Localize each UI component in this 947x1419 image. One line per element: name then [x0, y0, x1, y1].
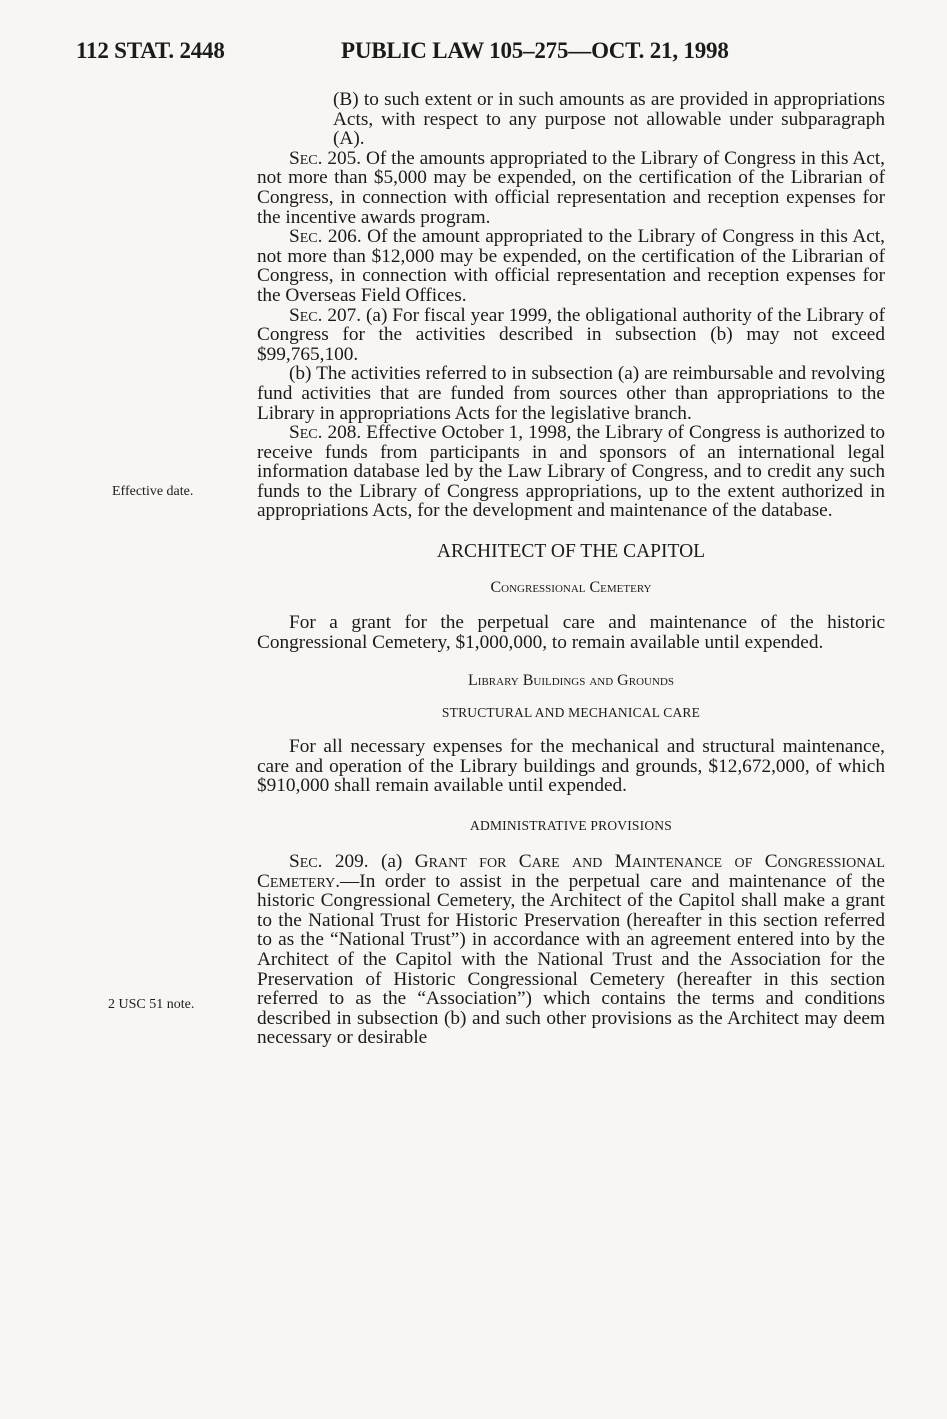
document-body [257, 90, 885, 1048]
heading-library-buildings: Library Buildings and Grounds [468, 672, 674, 690]
page-header [0, 38, 947, 68]
section-209-heading: Grant for Care and Maintenance of Congressional Cemetery. [257, 851, 885, 892]
cemetery-paragraph: For a grant for the perpetual care and maintenance of the historic Congressional Cemetery, $1,000,000, to remain available until expended. [257, 612, 885, 653]
section-207-a-text: (a) For fiscal year 1999, the obligational authority of the Library of Congress for the activities described in subsection (b) may not exceed $99,765,100. [257, 304, 885, 365]
section-209 [257, 852, 885, 1048]
heading-architect: ARCHITECT OF THE CAPITOL [436, 541, 706, 563]
section-205-label: Sec. 205. [289, 147, 362, 169]
public-law-title: PUBLIC LAW 105–275—OCT. 21, 1998 [341, 38, 729, 63]
section-208-label: Sec. 208. [289, 422, 362, 444]
margin-note-effective-date: Effective date. [112, 484, 194, 499]
heading-congressional-cemetery: Congressional Cemetery [490, 579, 652, 597]
heading-structural-care: STRUCTURAL AND MECHANICAL CARE [441, 705, 701, 721]
section-206-label: Sec. 206. [289, 226, 362, 248]
section-209-text: —In order to assist in the perpetual care and maintenance of the historic Congressional Cemetery, the Architect of the Capitol shall make a grant to the National Trust for Historic Preservation (hereafter in this section referred to as the “National Trust”) in accordance with an agreement entered into by the Architect of the Capitol with the National Trust and the Association for the Preservation of Historic Congressional Cemetery (hereafter in this section referred to as the “Association”) which contains the terms and conditions described in subsection (b) and such other provisions as the Architect may deem necessary or desirable [257, 870, 885, 1049]
section-205 [257, 149, 885, 227]
section-208 [257, 423, 885, 521]
section-207-b: (b) The activities referred to in subsection (a) are reimbursable and revolving fund activities that are funded from sources other than appropriations to the Library in appropriations Acts for the legislative branch. [257, 363, 885, 424]
section-209-label: Sec. 209. [289, 851, 369, 873]
structural-paragraph: For all necessary expenses for the mechanical and structural maintenance, care and operation of the Library buildings and grounds, $12,672,000, of which $910,000 shall remain available until expended. [257, 736, 885, 797]
section-207-a [257, 306, 885, 365]
section-209-a: (a) [380, 851, 403, 873]
section-208-text: Effective October 1, 1998, the Library of Congress is authorized to receive funds from participants in and sponsors of an international legal information database led by the Law Library of Congress, and to credit any such funds to the Library of Congress appropriations, up to the extent authorized in appropriations Acts, for the development and maintenance of the database. [257, 422, 885, 522]
paragraph-b: (B) to such extent or in such amounts as are provided in appropriations Acts, with respect to any purpose not allowable under subparagraph (A). [333, 89, 885, 150]
section-207-label: Sec. 207. [289, 304, 362, 326]
section-206-text: Of the amount appropriated to the Library of Congress in this Act, not more than $12,000 may be expended, on the certification of the Librarian of Congress, in connection with official representation and reception expenses for the Overseas Field Offices. [257, 226, 885, 306]
section-205-text: Of the amounts appropriated to the Library of Congress in this Act, not more than $5,000 may be expended, on the certification of the Librarian of Congress, in connection with official representation and reception expenses for the incentive awards program. [257, 147, 885, 228]
margin-note-usc: 2 USC 51 note. [108, 997, 195, 1012]
section-206 [257, 227, 885, 305]
stat-citation: 112 STAT. 2448 [76, 38, 225, 63]
heading-administrative-provisions: ADMINISTRATIVE PROVISIONS [470, 818, 672, 834]
